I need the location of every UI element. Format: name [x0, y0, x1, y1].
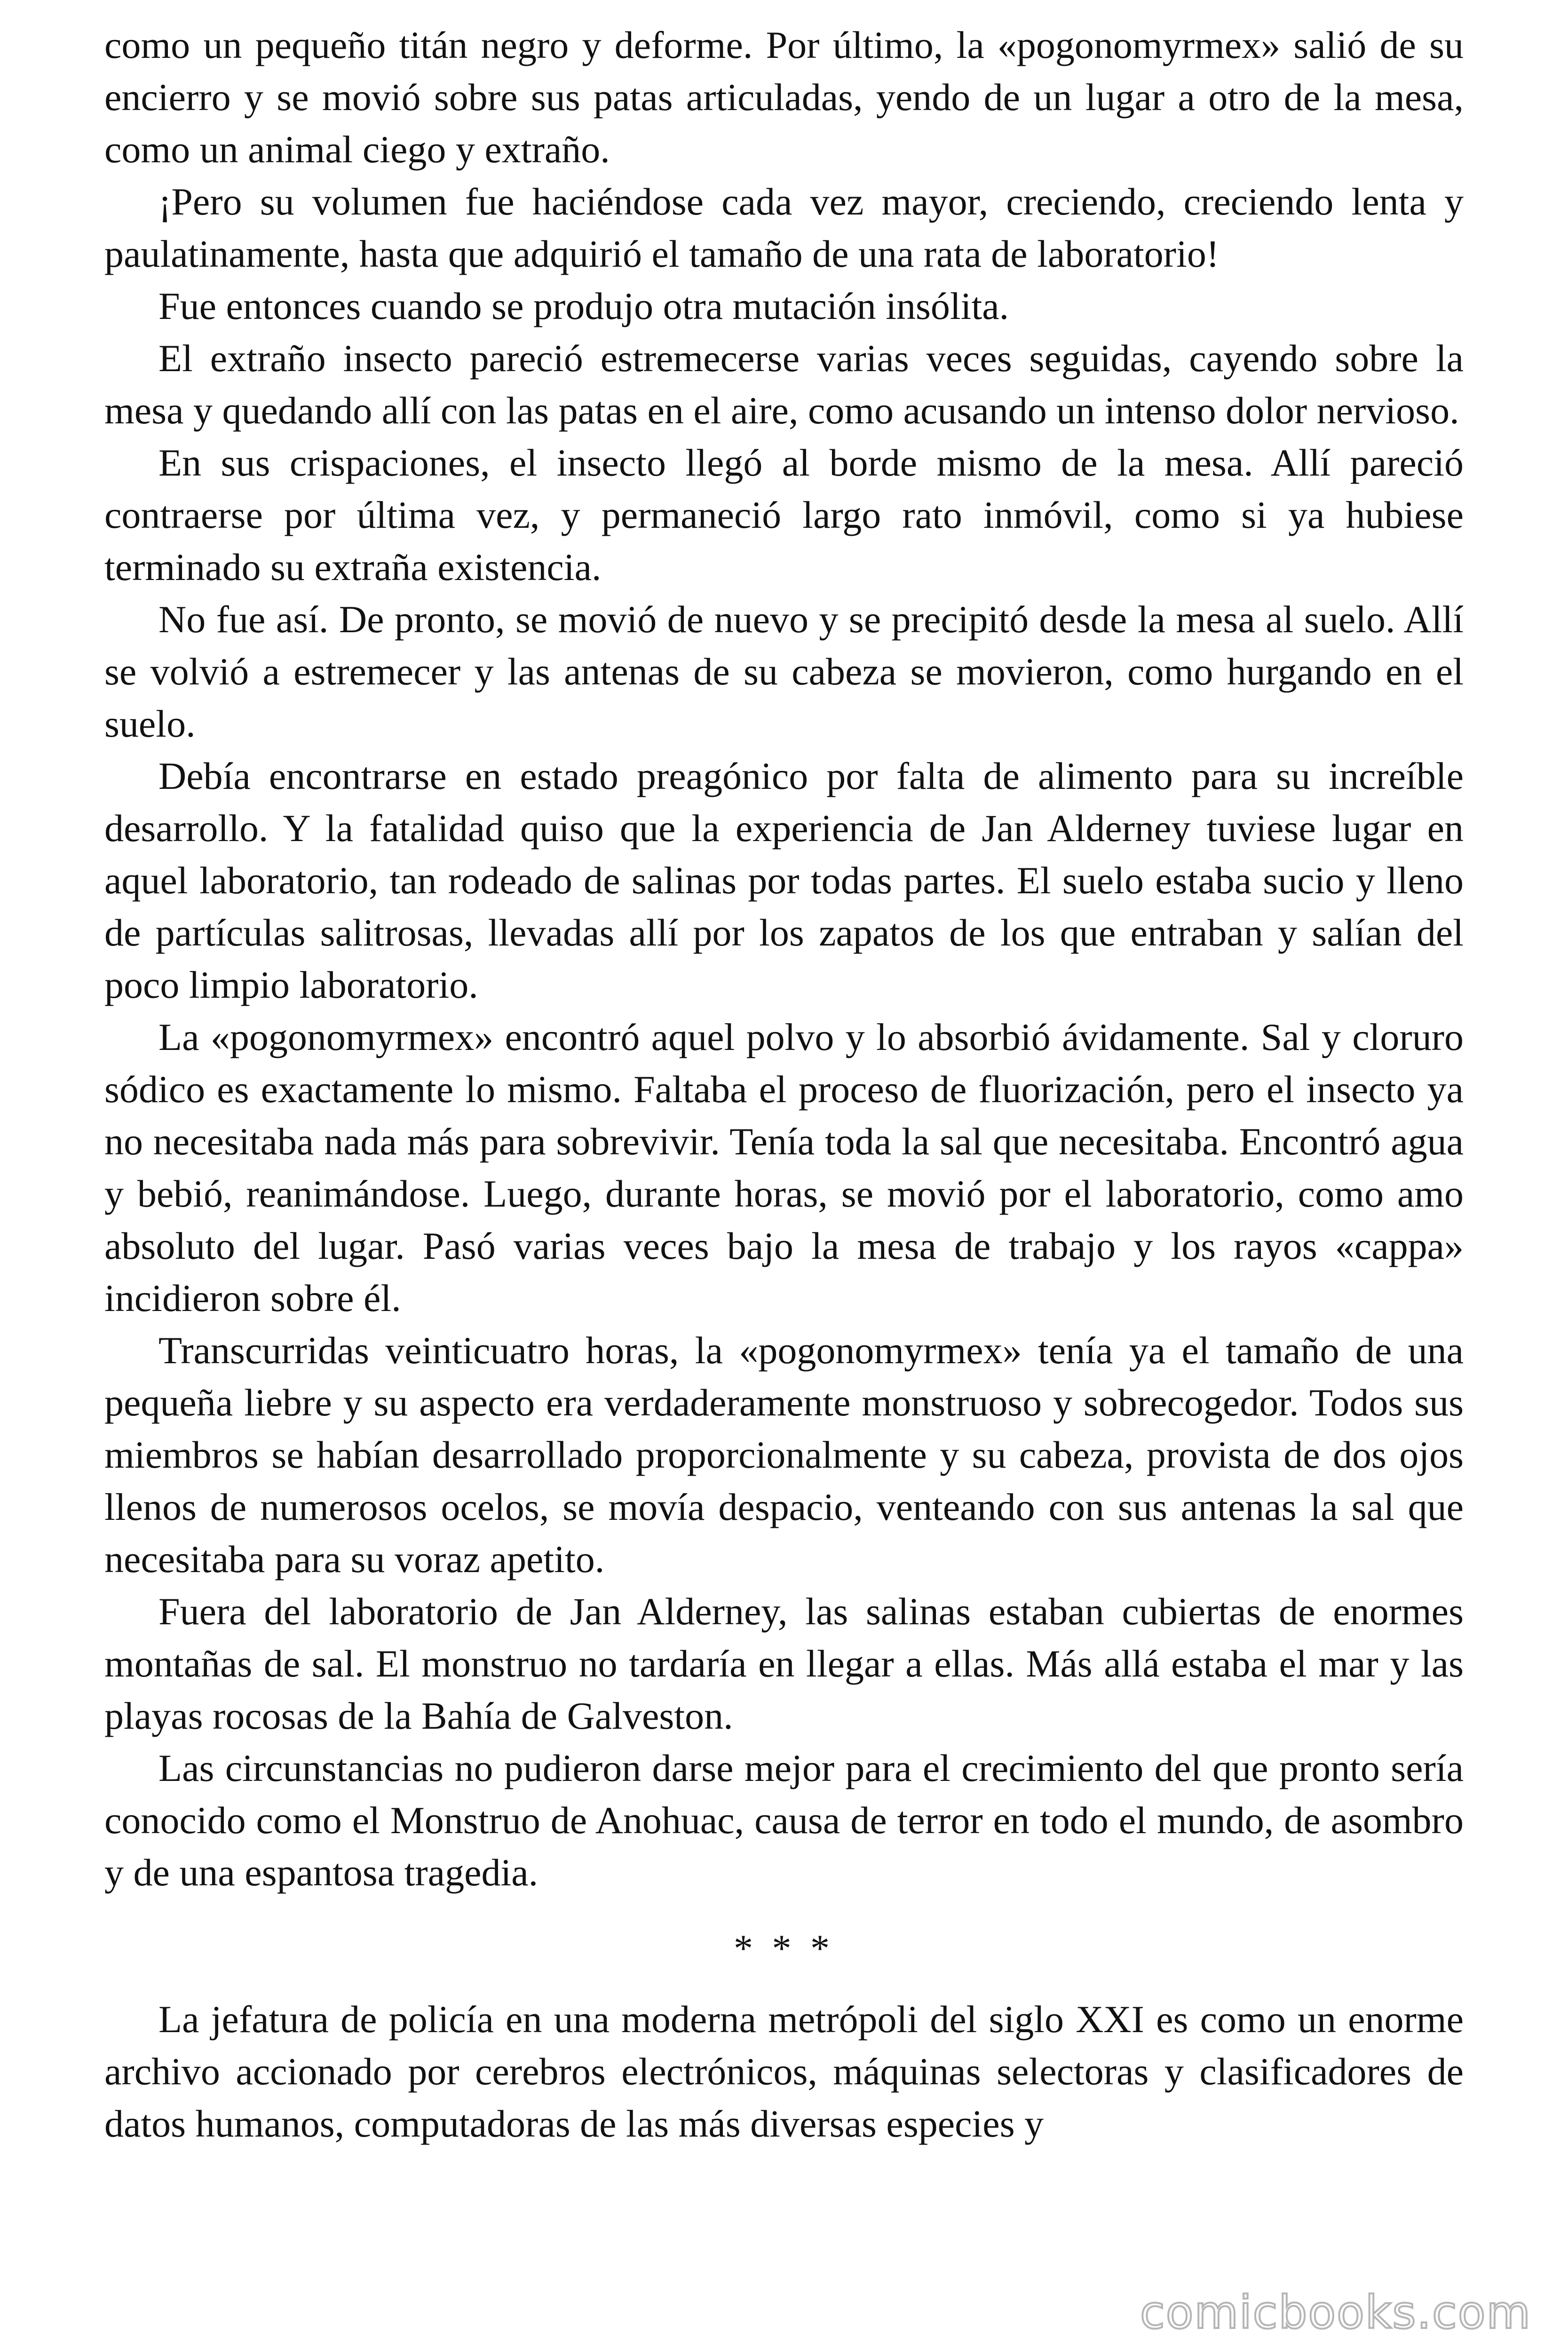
paragraph: ¡Pero su volumen fue haciéndose cada vez mayor, creciendo, creciendo lenta y paulatinamente, hasta que adquirió el tamaño de una rata de laboratorio!: [104, 180, 1464, 275]
document-page: [104, 19, 1464, 2150]
paragraph: Las circunstancias no pudieron darse mejor para el crecimiento del que pronto sería conocido como el Monstruo de Anohuac, causa de terror en todo el mundo, de asombro y de una espantosa tragedia.: [104, 1747, 1464, 1894]
paragraph: El extraño insecto pareció estremecerse varias veces seguidas, cayendo sobre la mesa y quedando allí con las patas en el aire, como acusando un intenso dolor nervioso.: [104, 337, 1464, 432]
paragraph: La «pogonomyrmex» encontró aquel polvo y lo absorbió ávidamente. Sal y cloruro sódico es exactamente lo mismo. Faltaba el proceso de fluorización, pero el insecto ya no necesitaba nada más para sobrevivir. Tenía toda la sal que necesitaba. Encontró agua y bebió, reanimándose. Luego, durante horas, se movió por el laboratorio, como amo absoluto del lugar. Pasó varias veces bajo la mesa de trabajo y los rayos «cappa» incidieron sobre él.: [104, 1016, 1464, 1319]
paragraph: No fue así. De pronto, se movió de nuevo y se precipitó desde la mesa al suelo. Allí se volvió a estremecer y las antenas de su cabeza se movieron, como hurgando en el suelo.: [104, 598, 1464, 745]
section-separator: * * *: [734, 1927, 834, 1970]
paragraph: Transcurridas veinticuatro horas, la «pogonomyrmex» tenía ya el tamaño de una pequeña liebre y su aspecto era verdaderamente monstruoso y sobrecogedor. Todos sus miembros se habían desarrollado proporcionalmente y su cabeza, provista de dos ojos llenos de numerosos ocelos, se movía despacio, venteando con sus antenas la sal que necesitaba para su voraz apetito.: [104, 1329, 1464, 1581]
paragraph: como un pequeño titán negro y deforme. Por último, la «pogonomyrmex» salió de su encierro y se movió sobre sus patas articuladas, yendo de un lugar a otro de la mesa, como un animal ciego y extraño.: [104, 24, 1464, 171]
watermark-logo: comicbooks.com: [1140, 2286, 1531, 2339]
paragraph: Debía encontrarse en estado preagónico por falta de alimento para su increíble desarrollo. Y la fatalidad quiso que la experiencia de Jan Alderney tuviese lugar en aquel laboratorio, tan rodeado de salinas por todas partes. El suelo estaba sucio y lleno de partículas salitrosas, llevadas allí por los zapatos de los que entraban y salían del poco limpio laboratorio.: [104, 755, 1464, 1006]
paragraph: Fuera del laboratorio de Jan Alderney, las salinas estaban cubiertas de enormes montañas de sal. El monstruo no tardaría en llegar a ellas. Más allá estaba el mar y las playas rocosas de la Bahía de Galveston.: [104, 1590, 1464, 1737]
paragraph: La jefatura de policía en una moderna metrópoli del siglo XXI es como un enorme archivo accionado por cerebros electrónicos, máquinas selectoras y clasificadores de datos humanos, computadoras de las más diversas especies y: [104, 1998, 1464, 2145]
paragraph: En sus crispaciones, el insecto llegó al borde mismo de la mesa. Allí pareció contraerse por última vez, y permaneció largo rato inmóvil, como si ya hubiese terminado su extraña existencia.: [104, 441, 1464, 588]
paragraph: Fue entonces cuando se produjo otra mutación insólita.: [158, 285, 1009, 327]
